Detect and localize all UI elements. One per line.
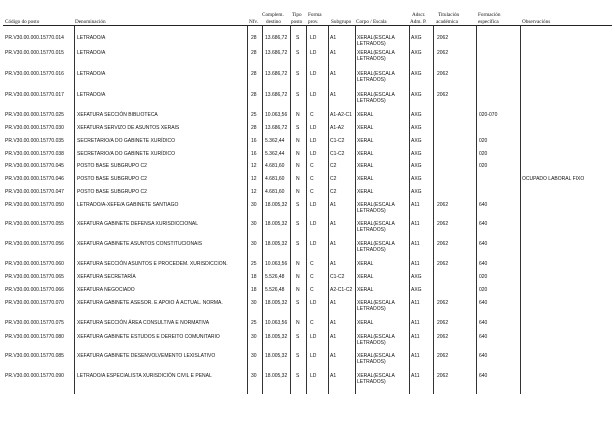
column-divider (476, 26, 477, 394)
subgrupo-cell: A1 (330, 320, 337, 326)
complemento-cell: 18.005,32 (265, 300, 288, 306)
column-divider (262, 26, 263, 394)
adscr-cell: A11 (411, 334, 420, 340)
complemento-cell: 5.526,48 (265, 287, 285, 293)
subgrupo-cell: A1 (330, 300, 337, 306)
forma-cell: LD (310, 92, 317, 98)
subgrupo-cell: C1-C2 (330, 151, 345, 157)
header-forma-top: Forma (308, 12, 322, 18)
denominacion-cell: XEFATURA SECCIÓN ASUNTOS E PROCEDEM. XURISDICCION. (77, 261, 228, 267)
corpo-cell: XERAL (357, 287, 374, 293)
denominacion-cell: SECRETARIO/A DO GABINETE XURÍDICO (77, 138, 175, 144)
forma-cell: LD (310, 138, 317, 144)
header-titulacion-top: Titulación (438, 12, 460, 18)
formacion-cell: 640 (479, 202, 488, 208)
adscr-cell: A11 (411, 300, 420, 306)
subgrupo-cell: C2 (330, 176, 337, 182)
codigo-cell: PR.V30.00.000.15770.025 (5, 112, 64, 118)
header-denominacion: Denominación (75, 19, 106, 25)
denominacion-cell: SECRETARIO/A DO GABINETE XURÍDICO (77, 151, 175, 157)
nivel-cell: 30 (251, 353, 257, 359)
tipo-cell: N (296, 320, 300, 326)
denominacion-cell: POSTO BASE SUBGRUPO C2 (77, 163, 147, 169)
corpo-cell: XERAL (357, 138, 374, 144)
denominacion-cell: POSTO BASE SUBGRUPO C2 (77, 176, 147, 182)
adscr-cell: AXG (411, 176, 422, 182)
denominacion-cell: LETRADO/A (77, 50, 106, 56)
corpo-cell: XERAL (357, 189, 374, 195)
formacion-cell: 640 (479, 221, 488, 227)
forma-cell: LD (310, 241, 317, 247)
nivel-cell: 25 (251, 261, 257, 267)
header-tipo-top: Tipo (292, 12, 302, 18)
column-divider (409, 26, 410, 394)
subgrupo-cell: A1 (330, 92, 337, 98)
subgrupo-cell: A1 (330, 334, 337, 340)
adscr-cell: AXG (411, 92, 422, 98)
corpo-cell-line2: LETRADOS) (357, 379, 386, 385)
nivel-cell: 18 (251, 287, 257, 293)
subgrupo-cell: C1-C2 (330, 138, 345, 144)
denominacion-cell: XEFATURA SECCIÓN BIBLIOTECA (77, 112, 158, 118)
corpo-cell: XERAL(ESCALA (357, 334, 395, 340)
subgrupo-cell: A1 (330, 71, 337, 77)
complemento-cell: 13.686,72 (265, 35, 288, 41)
adscr-cell: AXG (411, 138, 422, 144)
forma-cell: LD (310, 50, 317, 56)
corpo-cell-line2: LETRADOS) (357, 77, 386, 83)
tipo-cell: S (296, 125, 300, 131)
codigo-cell: PR.V30.00.000.15770.066 (5, 287, 64, 293)
header-forma-bot: prov. (308, 19, 319, 25)
adscr-cell: AXG (411, 189, 422, 195)
subgrupo-cell: A1-A2-C1 (330, 112, 352, 118)
subgrupo-cell: C1-C2 (330, 274, 345, 280)
codigo-cell: PR.V30.00.000.15770.046 (5, 176, 64, 182)
formacion-cell: 020-070 (479, 112, 498, 118)
nivel-cell: 28 (251, 125, 257, 131)
column-divider (433, 26, 434, 394)
corpo-cell: XERAL (357, 112, 374, 118)
formacion-cell: 020 (479, 274, 488, 280)
complemento-cell: 5.362,44 (265, 138, 285, 144)
observacions-cell: OCUPADO LABORAL FIXO (522, 176, 585, 182)
forma-cell: LD (310, 202, 317, 208)
adscr-cell: A11 (411, 320, 420, 326)
forma-cell: LD (310, 71, 317, 77)
column-divider (355, 26, 356, 394)
tipo-cell: S (296, 334, 300, 340)
complemento-cell: 10.063,56 (265, 320, 288, 326)
subgrupo-cell: A1 (330, 202, 337, 208)
subgrupo-cell: C2 (330, 189, 337, 195)
corpo-cell: XERAL (357, 176, 374, 182)
codigo-cell: PR.V30.00.000.15770.030 (5, 125, 64, 131)
codigo-cell: PR.V30.00.000.15770.056 (5, 241, 64, 247)
complemento-cell: 4.681,60 (265, 163, 285, 169)
nivel-cell: 12 (251, 176, 257, 182)
header-corpo: Corpo / Escala (356, 19, 387, 25)
corpo-cell-line2: LETRADOS) (357, 98, 386, 104)
tipo-cell: S (296, 92, 300, 98)
forma-cell: C (310, 163, 314, 169)
tipo-cell: S (296, 221, 300, 227)
corpo-cell: XERAL(ESCALA (357, 50, 395, 56)
nivel-cell: 28 (251, 71, 257, 77)
denominacion-cell: XEFATURA SERVIZO DE ASUNTOS XERAIS (77, 125, 180, 131)
denominacion-cell: XEFATURA GABINETE ASESOR. E APOIO Á ACTUAL. NORMA. (77, 300, 223, 306)
header-adscr-top: Adscr. (412, 12, 426, 18)
tipo-cell: S (296, 353, 300, 359)
tipo-cell: N (296, 274, 300, 280)
nivel-cell: 28 (251, 92, 257, 98)
tipo-cell: S (296, 300, 300, 306)
corpo-cell-line2: LETRADOS) (357, 41, 386, 47)
forma-cell: LD (310, 221, 317, 227)
tipo-cell: N (296, 261, 300, 267)
adscr-cell: AXG (411, 50, 422, 56)
header-complemento-top: Complem. (262, 12, 284, 18)
forma-cell: LD (310, 151, 317, 157)
complemento-cell: 13.686,72 (265, 50, 288, 56)
tipo-cell: S (296, 50, 300, 56)
denominacion-cell: LETRADO/A (77, 35, 106, 41)
codigo-cell: PR.V30.00.000.15770.085 (5, 353, 64, 359)
titulacion-cell: 2062 (437, 241, 449, 247)
complemento-cell: 18.005,32 (265, 373, 288, 379)
corpo-cell: XERAL(ESCALA (357, 202, 395, 208)
titulacion-cell: 2062 (437, 35, 449, 41)
subgrupo-cell: C2 (330, 163, 337, 169)
denominacion-cell: XEFATURA SECCIÓN ÁREA CONSULTIVA E NORMATIVA (77, 320, 210, 326)
denominacion-cell: LETRADO/A (77, 71, 106, 77)
complemento-cell: 4.681,60 (265, 176, 285, 182)
codigo-cell: PR.V30.00.000.15770.047 (5, 189, 64, 195)
subgrupo-cell: A1 (330, 35, 337, 41)
tipo-cell: S (296, 373, 300, 379)
titulacion-cell: 2062 (437, 221, 449, 227)
denominacion-cell: POSTO BASE SUBGRUPO C2 (77, 189, 147, 195)
complemento-cell: 18.005,32 (265, 241, 288, 247)
adscr-cell: AXG (411, 151, 422, 157)
codigo-cell: PR.V30.00.000.15770.070 (5, 300, 64, 306)
corpo-cell-line2: LETRADOS) (357, 306, 386, 312)
corpo-cell: XERAL(ESCALA (357, 373, 395, 379)
nivel-cell: 12 (251, 163, 257, 169)
complemento-cell: 13.686,72 (265, 92, 288, 98)
complemento-cell: 18.005,32 (265, 353, 288, 359)
tipo-cell: N (296, 287, 300, 293)
adscr-cell: AXG (411, 163, 422, 169)
denominacion-cell: XEFATURA GABINETE DEFENSA XURISDICCIONAL (77, 221, 199, 227)
tipo-cell: S (296, 35, 300, 41)
nivel-cell: 25 (251, 112, 257, 118)
forma-cell: C (310, 261, 314, 267)
tipo-cell: S (296, 202, 300, 208)
titulacion-cell: 2062 (437, 320, 449, 326)
denominacion-cell: LETRADO/A (77, 92, 106, 98)
adscr-cell: A11 (411, 241, 420, 247)
tipo-cell: S (296, 71, 300, 77)
titulacion-cell: 2062 (437, 300, 449, 306)
nivel-cell: 28 (251, 35, 257, 41)
subgrupo-cell: A1 (330, 261, 337, 267)
nivel-cell: 30 (251, 334, 257, 340)
header-observacions: Observacións (522, 19, 551, 25)
adscr-cell: A11 (411, 221, 420, 227)
codigo-cell: PR.V30.00.000.15770.014 (5, 35, 64, 41)
formacion-cell: 640 (479, 300, 488, 306)
header-adscr-bot: Adm. P. (410, 19, 427, 25)
subgrupo-cell: A1 (330, 221, 337, 227)
nivel-cell: 18 (251, 274, 257, 280)
adscr-cell: AXG (411, 125, 422, 131)
complemento-cell: 10.063,56 (265, 261, 288, 267)
header-tipo-bot: posto (291, 19, 303, 25)
header-subgrupo: Subgrupo (331, 19, 352, 25)
tipo-cell: N (296, 112, 300, 118)
formacion-cell: 640 (479, 353, 488, 359)
denominacion-cell: XEFATURA GABINETE ESTUDOS E DEREITO COMUNITARIO (77, 334, 220, 340)
codigo-cell: PR.V30.00.000.15770.065 (5, 274, 64, 280)
nivel-cell: 30 (251, 241, 257, 247)
forma-cell: C (310, 176, 314, 182)
formacion-cell: 640 (479, 241, 488, 247)
codigo-cell: PR.V30.00.000.15770.050 (5, 202, 64, 208)
adscr-cell: A11 (411, 373, 420, 379)
complemento-cell: 18.005,32 (265, 202, 288, 208)
adscr-cell: AXG (411, 71, 422, 77)
denominacion-cell: XEFATURA GABINETE ASUNTOS CONSTITUCIONAIS (77, 241, 203, 247)
adscr-cell: AXG (411, 274, 422, 280)
corpo-cell: XERAL (357, 125, 374, 131)
corpo-cell: XERAL (357, 320, 374, 326)
nivel-cell: 30 (251, 202, 257, 208)
forma-cell: LD (310, 300, 317, 306)
titulacion-cell: 2062 (437, 71, 449, 77)
adscr-cell: A11 (411, 261, 420, 267)
nivel-cell: 16 (251, 151, 257, 157)
corpo-cell: XERAL(ESCALA (357, 71, 395, 77)
complemento-cell: 13.686,72 (265, 71, 288, 77)
column-divider (520, 26, 521, 394)
forma-cell: LD (310, 35, 317, 41)
forma-cell: LD (310, 334, 317, 340)
complemento-cell: 10.063,56 (265, 112, 288, 118)
codigo-cell: PR.V30.00.000.15770.080 (5, 334, 64, 340)
forma-cell: C (310, 287, 314, 293)
tipo-cell: N (296, 138, 300, 144)
header-codigo: Código do posto (5, 19, 40, 25)
subgrupo-cell: A1 (330, 50, 337, 56)
nivel-cell: 25 (251, 320, 257, 326)
tipo-cell: S (296, 241, 300, 247)
subgrupo-cell: A2-C1-C2 (330, 287, 353, 293)
tipo-cell: N (296, 189, 300, 195)
formacion-cell: 640 (479, 373, 488, 379)
corpo-cell: XERAL(ESCALA (357, 241, 395, 247)
complemento-cell: 13.686,72 (265, 125, 288, 131)
titulacion-cell: 2062 (437, 92, 449, 98)
formacion-cell: 020 (479, 151, 488, 157)
codigo-cell: PR.V30.00.000.15770.035 (5, 138, 64, 144)
column-divider (306, 26, 307, 394)
formacion-cell: 020 (479, 138, 488, 144)
codigo-cell: PR.V30.00.000.15770.015 (5, 50, 64, 56)
complemento-cell: 5.362,44 (265, 151, 285, 157)
denominacion-cell: XEFATURA SECRETARÍA (77, 274, 136, 280)
denominacion-cell: XEFATURA NEGOCIADO (77, 287, 135, 293)
adscr-cell: A11 (411, 202, 420, 208)
codigo-cell: PR.V30.00.000.15770.038 (5, 151, 64, 157)
forma-cell: LD (310, 353, 317, 359)
tipo-cell: N (296, 176, 300, 182)
header-nivel: Nfv. (249, 19, 259, 25)
subgrupo-cell: A1 (330, 353, 337, 359)
codigo-cell: PR.V30.00.000.15770.060 (5, 261, 64, 267)
adscr-cell: AXG (411, 112, 422, 118)
codigo-cell: PR.V30.00.000.15770.045 (5, 163, 64, 169)
nivel-cell: 16 (251, 138, 257, 144)
corpo-cell: XERAL(ESCALA (357, 35, 395, 41)
titulacion-cell: 2062 (437, 261, 449, 267)
corpo-cell: XERAL(ESCALA (357, 221, 395, 227)
formacion-cell: 640 (479, 320, 488, 326)
corpo-cell: XERAL(ESCALA (357, 353, 395, 359)
tipo-cell: N (296, 151, 300, 157)
tipo-cell: N (296, 163, 300, 169)
titulacion-cell: 2062 (437, 373, 449, 379)
header-formacion-bot: específica (478, 19, 499, 25)
subgrupo-cell: A1 (330, 373, 337, 379)
column-divider (328, 26, 329, 394)
column-divider (290, 26, 291, 394)
corpo-cell: XERAL(ESCALA (357, 300, 395, 306)
corpo-cell-line2: LETRADOS) (357, 340, 386, 346)
adscr-cell: AXG (411, 35, 422, 41)
denominacion-cell: XEFATURA GABINETE DESENVOLVEMENTO LEXISLATIVO (77, 353, 216, 359)
formacion-cell: 020 (479, 287, 488, 293)
formacion-cell: 640 (479, 261, 488, 267)
formacion-cell: 640 (479, 334, 488, 340)
codigo-cell: PR.V30.00.000.15770.090 (5, 373, 64, 379)
corpo-cell: XERAL (357, 274, 374, 280)
corpo-cell-line2: LETRADOS) (357, 227, 386, 233)
complemento-cell: 18.005,32 (265, 334, 288, 340)
nivel-cell: 28 (251, 50, 257, 56)
adscr-cell: A11 (411, 353, 420, 359)
corpo-cell: XERAL (357, 261, 374, 267)
column-divider (74, 26, 75, 394)
nivel-cell: 30 (251, 221, 257, 227)
subgrupo-cell: A1-A2 (330, 125, 344, 131)
complemento-cell: 5.526,48 (265, 274, 285, 280)
complemento-cell: 4.681,60 (265, 189, 285, 195)
forma-cell: LD (310, 125, 317, 131)
codigo-cell: PR.V30.00.000.15770.017 (5, 92, 64, 98)
forma-cell: C (310, 189, 314, 195)
denominacion-cell: LETRADO/A ESPECIALISTA XURISDICIÓN CIVIL E PENAL (77, 373, 212, 379)
codigo-cell: PR.V30.00.000.15770.016 (5, 71, 64, 77)
titulacion-cell: 2062 (437, 202, 449, 208)
codigo-cell: PR.V30.00.000.15770.075 (5, 320, 64, 326)
complemento-cell: 18.005,32 (265, 221, 288, 227)
corpo-cell-line2: LETRADOS) (357, 359, 386, 365)
nivel-cell: 30 (251, 300, 257, 306)
header-complemento-bot: destino (266, 19, 281, 25)
subgrupo-cell: A1 (330, 241, 337, 247)
denominacion-cell: LETRADO/A-XEFE/A GABINETE SANTIAGO (77, 202, 179, 208)
header-titulacion-bot: académica (436, 19, 458, 25)
corpo-cell-line2: LETRADOS) (357, 56, 386, 62)
corpo-cell-line2: LETRADOS) (357, 208, 386, 214)
forma-cell: C (310, 274, 314, 280)
header-formacion-top: Formación (478, 12, 501, 18)
adscr-cell: AXG (411, 287, 422, 293)
codigo-cell: PR.V30.00.000.15770.055 (5, 221, 64, 227)
titulacion-cell: 2062 (437, 50, 449, 56)
titulacion-cell: 2062 (437, 353, 449, 359)
nivel-cell: 30 (251, 373, 257, 379)
corpo-cell: XERAL(ESCALA (357, 92, 395, 98)
nivel-cell: 12 (251, 189, 257, 195)
titulacion-cell: 2062 (437, 334, 449, 340)
corpo-cell-line2: LETRADOS) (357, 247, 386, 253)
formacion-cell: 020 (479, 163, 488, 169)
corpo-cell: XERAL (357, 151, 374, 157)
forma-cell: C (310, 112, 314, 118)
forma-cell: C (310, 320, 314, 326)
column-divider (247, 26, 248, 394)
corpo-cell: XERAL (357, 163, 374, 169)
forma-cell: LD (310, 373, 317, 379)
